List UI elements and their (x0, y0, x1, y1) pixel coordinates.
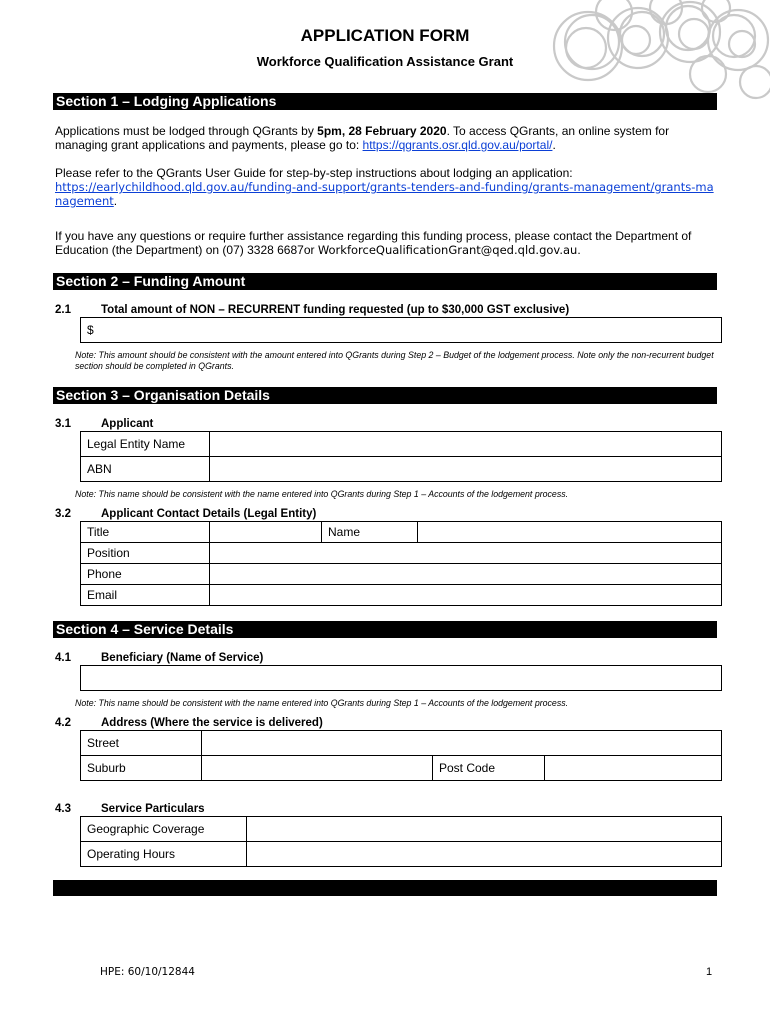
applicant-label: Applicant (101, 418, 154, 430)
question-number-4-1: 4.1 (55, 652, 71, 664)
contact-details-label: Applicant Contact Details (Legal Entity) (101, 508, 317, 520)
address-label: Address (Where the service is delivered) (101, 717, 323, 729)
email-field[interactable] (210, 585, 722, 606)
form-subtitle: Workforce Qualification Assistance Grant (256, 54, 514, 69)
p1-end: . (552, 138, 556, 152)
abn-field[interactable] (210, 457, 722, 482)
funding-amount-label: Total amount of NON – RECURRENT funding requested (up to $30,000 GST exclusive) (101, 304, 570, 316)
section-2-note: Note: This amount should be consistent with the amount entered into QGrants during Step 2 – Budget of the lodgement process. Note only the non-recurrent budget section should be completed in QGrants. (75, 350, 714, 371)
operating-hours-label: Operating Hours (81, 842, 247, 867)
deadline-text: 5pm, 28 February 2020 (317, 124, 447, 138)
suburb-label: Suburb (81, 756, 202, 781)
operating-hours-field[interactable] (247, 842, 722, 867)
section-3-heading: Section 3 – Organisation Details (53, 387, 717, 404)
street-label: Street (81, 731, 202, 756)
post-code-field[interactable] (545, 756, 722, 781)
user-guide-link[interactable]: https://earlychildhood.qld.gov.au/funding-and-support/grants-tenders-and-funding/grants-management/grants-management (55, 180, 714, 208)
geographic-coverage-label: Geographic Coverage (81, 817, 247, 842)
section-3-note: Note: This name should be consistent with the name entered into QGrants during Step 1 – Accounts of the lodgement process. (75, 489, 569, 499)
abn-label: ABN (81, 457, 210, 482)
contact-email[interactable]: WorkforceQualificationGrant@qed.qld.gov.au (317, 243, 578, 257)
position-label: Position (81, 543, 210, 564)
phone-label: Phone (81, 564, 210, 585)
title-label: Title (81, 522, 210, 543)
question-number-4-3: 4.3 (55, 803, 71, 815)
email-label: Email (81, 585, 210, 606)
section-1-heading: Section 1 – Lodging Applications (53, 93, 717, 110)
position-field[interactable] (210, 543, 722, 564)
section-1-paragraph-3 (55, 229, 720, 257)
geographic-coverage-field[interactable] (247, 817, 722, 842)
phone-field[interactable] (210, 564, 722, 585)
question-number-3-1: 3.1 (55, 418, 71, 430)
street-field[interactable] (202, 731, 722, 756)
swirl-logo-graphic (548, 0, 770, 100)
section-4-heading: Section 4 – Service Details (53, 621, 717, 638)
form-title: APPLICATION FORM (300, 26, 470, 45)
p1-text: Applications must be lodged through QGrants by (55, 124, 318, 138)
section-5-bar (53, 880, 717, 896)
contact-details-table (80, 521, 722, 606)
legal-entity-name-label: Legal Entity Name (81, 432, 210, 457)
address-table (80, 730, 722, 781)
name-label: Name (322, 522, 418, 543)
question-number-3-2: 3.2 (55, 508, 71, 520)
dollar-prefix: $ (87, 323, 94, 337)
p3-end: . (577, 243, 581, 257)
legal-entity-name-field[interactable] (210, 432, 722, 457)
p2-text: Please refer to the QGrants User Guide for step-by-step instructions about lodging an application: (55, 166, 573, 180)
section-2-heading: Section 2 – Funding Amount (53, 273, 717, 290)
qgrants-portal-link[interactable]: https://qgrants.osr.qld.gov.au/portal/ (362, 138, 553, 152)
question-number-4-2: 4.2 (55, 717, 71, 729)
p3-text: If you have any questions or require further assistance regarding this funding process, please contact the Department of Education (the Department) on (07) 3328 6687or (55, 229, 692, 257)
service-particulars-label: Service Particulars (101, 803, 205, 815)
beneficiary-table (80, 665, 722, 691)
p2-end: . (113, 194, 118, 208)
beneficiary-label: Beneficiary (Name of Service) (101, 652, 264, 664)
question-number-2-1: 2.1 (55, 304, 71, 316)
service-particulars-table (80, 816, 722, 867)
name-field[interactable] (418, 522, 722, 543)
p1-text-2: . To access QGrants, an online system for managing grant applications and payments, please go to: (55, 124, 670, 152)
footer-hpe-code: HPE: 60/10/12844 (100, 966, 195, 978)
applicant-table (80, 431, 722, 482)
funding-amount-table (80, 317, 722, 343)
beneficiary-field[interactable] (81, 666, 722, 691)
title-field[interactable] (210, 522, 322, 543)
post-code-label: Post Code (433, 756, 545, 781)
suburb-field[interactable] (202, 756, 433, 781)
section-4-note: Note: This name should be consistent with the name entered into QGrants during Step 1 – Accounts of the lodgement process. (75, 698, 569, 708)
section-1-paragraph-1 (55, 124, 720, 152)
funding-amount-field[interactable] (81, 318, 722, 343)
section-1-paragraph-2 (55, 166, 720, 208)
page-number: 1 (706, 966, 713, 978)
